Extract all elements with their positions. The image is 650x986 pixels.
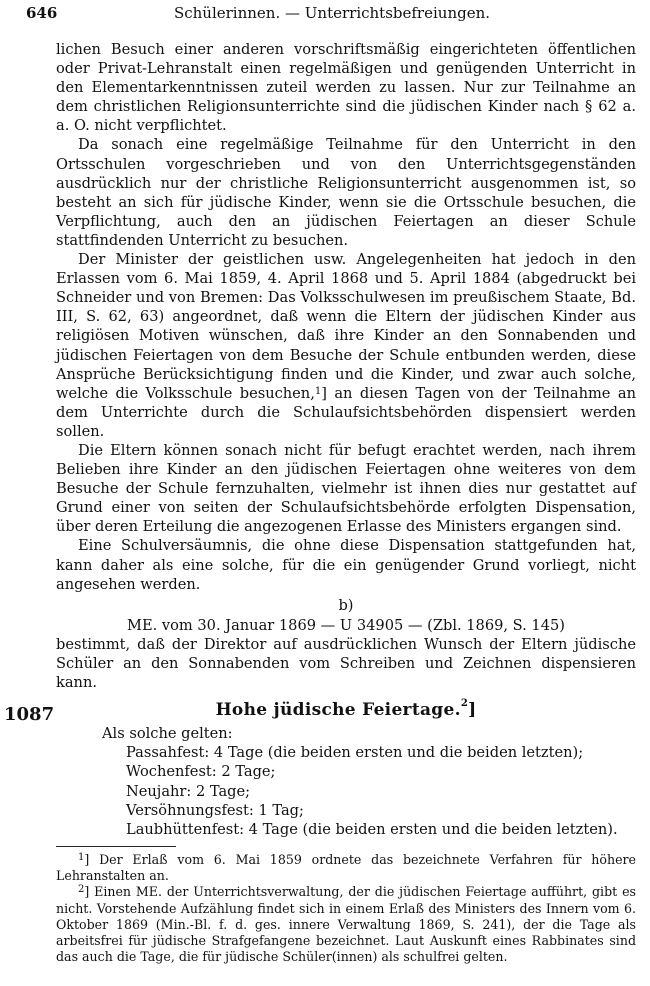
body-text — [56, 40, 636, 692]
paragraph-3 — [56, 250, 636, 441]
footnote-2 — [56, 884, 636, 965]
footnote-ref-2: 2 — [460, 698, 469, 709]
list-item: Neujahr: 2 Tage; — [126, 782, 251, 800]
section-title — [56, 700, 636, 720]
footnote-2-mark: 2 — [78, 884, 85, 896]
paragraph-2: Da sonach eine regelmäßige Teilnahme für den Unterricht in den Ortsschulen vorgeschrieben und von den Unterrichtsgegenständen ausdrücklich nur der christliche Religionsunterricht ausgenommen ist, so besteht an sich für jüdische Kinder, wenn sie die Ortsschule besuchen, die Verpflichtung, auch den an jüdischen Feiertagen an dieser Schule stattfindenden Unterricht zu besuchen. — [56, 136, 636, 249]
page-header — [26, 4, 638, 30]
footnote-1-text: ] Der Erlaß vom 6. Mai 1859 ordnete das bezeichnete Verfahren für höhere Lehranstalten an. — [56, 852, 636, 884]
list-item: Versöhnungsfest: 1 Tag; — [126, 801, 304, 819]
list-item: Passahfest: 4 Tage (die beiden ersten und die beiden letzten); — [126, 744, 584, 762]
footnote-2-text: ] Einen ME. der Unterrichtsverwaltung, der die jüdischen Feiertage aufführt, gibt es nicht. Vorstehende Aufzählung findet sich in einem Erlaß des Ministers des Innern vom 6. Oktober 1869 (Min.-Bl. f. d. ges. innere Verwaltung 1869, S. 241), der die Tage als arbeitsfrei für jüdische Strafgefangene bezeichnet. Laut Auskunft eines Rabbinates sind das auch die Tage, die für jüdische Schüler(innen) als schulfrei gelten. — [56, 884, 636, 965]
list-item: Laubhüttenfest: 4 Tage (die beiden ersten und die beiden letzten). — [126, 821, 618, 839]
footnote-ref-1: 1 — [314, 385, 322, 397]
section-b-label: b) — [338, 596, 354, 614]
holiday-list — [102, 724, 636, 839]
paragraph-4: Die Eltern können sonach nicht für befugt erachtet werden, nach ihrem Belieben ihre Kinder an den jüdischen Feiertagen ohne weiteres von dem Besuche der Schule fernzuhalten, vielmehr ist ihnen dies nur gestattet auf Grund einer von seiten der Schulaufsichtsbehörde erfolgten Dispensation, über deren Erteilung die angezogenen Erlasse des Ministers ergangen sind. — [56, 441, 636, 536]
running-title: Schülerinnen. — Unterrichtsbefreiungen. — [173, 4, 491, 22]
paragraph-3-text-a: Der Minister der geistlichen usw. Angelegenheiten hat jedoch in den Erlassen vom 6. Mai 1859, 4. April 1868 und 5. April 1884 (abgedruckt bei Schneider und von Bremen: Das Volksschulwesen im preußischem Staate, Bd. III, S. 62, 63) angeordnet, daß wenn die Eltern der jüdischen Kinder aus religiösen Motiven wünschen, daß ihre Kinder an den Sonnabenden und jüdischen Feiertagen von dem Besuche der Schule entbunden werden, diese Ansprüche Berücksichtigung finden und die Kinder, und zwar auch solche, welche die Volksschule besuchen, — [56, 251, 636, 402]
marginal-number: 1087 — [4, 704, 55, 725]
paragraph-6: bestimmt, daß der Direktor auf ausdrücklichen Wunsch der Eltern jüdische Schüler an den Sonnabenden vom Schreiben und Zeichnen dispensieren kann. — [56, 635, 636, 692]
footnote-divider — [56, 846, 176, 847]
section-title-bracket: ] — [468, 700, 477, 720]
footnote-1 — [56, 852, 636, 884]
page-number: 646 — [26, 4, 58, 22]
footnotes — [56, 852, 636, 965]
decree-citation: ME. vom 30. Januar 1869 — U 34905 — (Zbl. 1869, S. 145) — [127, 616, 565, 634]
section-title-text: Hohe jüdische Feiertage. — [215, 700, 461, 720]
paragraph-1: lichen Besuch einer anderen vorschriftsmäßig eingerichteten öffentlichen oder Privat-Lehranstalt einen regelmäßigen und genügenden Unterricht in den Elementarkenntnissen zuteil werden zu lassen. Nur zur Teilnahme an dem christlichen Religionsunterrichte sind die jüdischen Kinder nach § 62 a. a. O. nicht verpflichtet. — [56, 41, 636, 135]
paragraph-3-text-b: ] an diesen Tagen von der Teilnahme an dem Unterrichte durch die Schulaufsichtsbehörden dispensiert werden sollen. — [56, 384, 636, 440]
paragraph-5: Eine Schulversäumnis, die ohne diese Dispensation stattgefunden hat, kann daher als eine solche, für die ein genügender Grund vorliegt, nicht angesehen werden. — [56, 537, 636, 593]
footnote-1-mark: 1 — [78, 852, 85, 863]
holiday-list-intro: Als solche gelten: — [102, 725, 233, 742]
list-item: Wochenfest: 2 Tage; — [126, 763, 276, 781]
